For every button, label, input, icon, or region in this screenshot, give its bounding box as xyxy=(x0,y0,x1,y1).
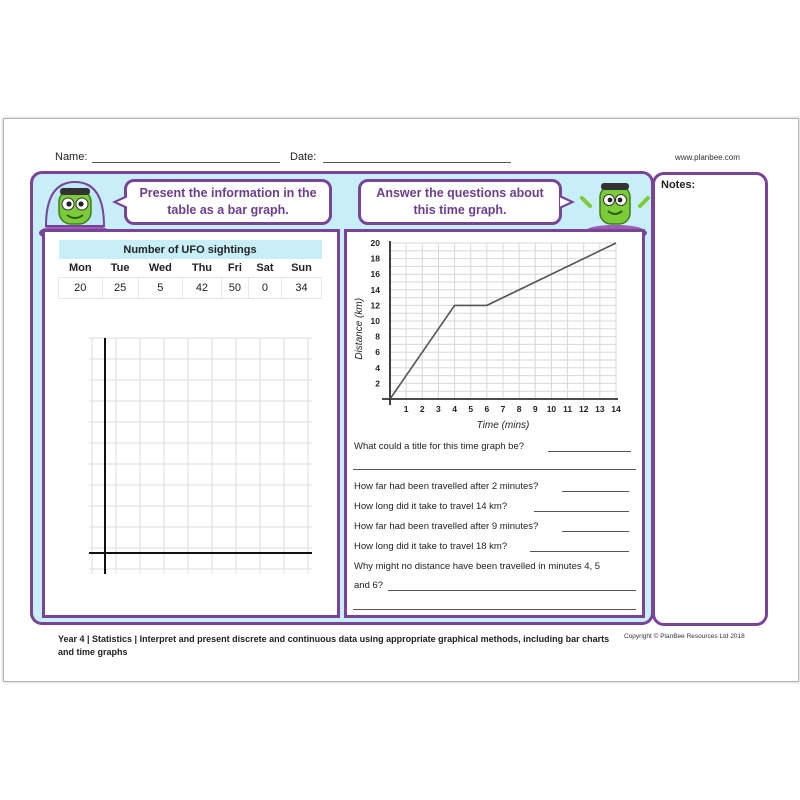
y-tick-label: 18 xyxy=(370,253,380,264)
website-url: www.planbee.com xyxy=(675,153,740,162)
y-tick-label: 2 xyxy=(375,378,380,389)
answer-line[interactable] xyxy=(534,511,629,512)
bubble-tail-right xyxy=(559,195,575,209)
table-cell: 20 xyxy=(59,278,103,299)
question-text: What could a title for this time graph be? xyxy=(354,441,525,452)
answer-line[interactable] xyxy=(548,451,631,452)
date-field[interactable] xyxy=(323,162,511,163)
question-text: How long did it take to travel 14 km? xyxy=(354,501,508,512)
answer-line[interactable] xyxy=(562,491,629,492)
x-tick-label: 1 xyxy=(403,404,409,414)
name-label: Name: xyxy=(55,151,88,163)
y-tick-label: 10 xyxy=(370,316,380,326)
x-tick-label: 8 xyxy=(516,404,522,414)
y-tick-label: 12 xyxy=(370,300,380,311)
x-tick-label: 7 xyxy=(500,404,506,414)
bubble-tail-left xyxy=(112,195,128,209)
day-header: Wed xyxy=(138,259,182,278)
ufo-sightings-table xyxy=(58,240,322,299)
day-header: Tue xyxy=(102,259,138,278)
x-tick-label: 5 xyxy=(468,404,474,414)
left-instruction-text: Present the information in the table as a bar graph. xyxy=(139,186,317,217)
x-tick-label: 2 xyxy=(419,404,425,414)
question-text: and 6? xyxy=(354,580,384,591)
notes-box[interactable] xyxy=(652,172,768,626)
y-tick-label: 4 xyxy=(375,362,380,373)
y-tick-label: 6 xyxy=(375,347,380,358)
y-tick-label: 8 xyxy=(375,331,380,342)
name-field[interactable] xyxy=(92,162,280,163)
table-cell: 5 xyxy=(138,278,182,299)
table-cell: 34 xyxy=(281,278,321,299)
answer-line[interactable] xyxy=(353,469,636,470)
time-graph xyxy=(346,232,636,432)
blank-bar-graph-grid[interactable] xyxy=(86,334,316,580)
question-text: Why might no distance have been travelled in minutes 4, 5 xyxy=(354,561,601,572)
day-header: Sun xyxy=(281,259,321,278)
x-tick-label: 10 xyxy=(546,404,557,414)
question-text: How far had been travelled after 2 minutes? xyxy=(354,481,539,492)
x-tick-label: 6 xyxy=(484,404,490,414)
x-tick-label: 3 xyxy=(436,404,441,414)
answer-line[interactable] xyxy=(353,609,636,610)
y-tick-label: 14 xyxy=(370,284,380,295)
day-header: Mon xyxy=(59,259,103,278)
copyright-text: Copyright © PlanBee Resources Ltd 2018 xyxy=(624,633,745,640)
table-title: Number of UFO sightings xyxy=(59,240,322,259)
x-tick-label: 9 xyxy=(532,404,538,414)
left-instruction-bubble xyxy=(124,179,332,225)
notes-label: Notes: xyxy=(661,179,696,191)
table-cell: 50 xyxy=(221,278,248,299)
right-instruction-bubble xyxy=(358,179,562,225)
table-cell: 42 xyxy=(183,278,222,299)
question-text: How long did it take to travel 18 km? xyxy=(354,541,508,552)
x-tick-label: 4 xyxy=(452,404,457,414)
y-tick-label: 16 xyxy=(370,269,380,280)
day-header: Fri xyxy=(221,259,248,278)
question-text: How far had been travelled after 9 minutes? xyxy=(354,521,539,532)
x-tick-label: 13 xyxy=(595,404,605,414)
y-axis-label: Distance (km) xyxy=(354,297,365,360)
day-header: Sat xyxy=(248,259,281,278)
table-cell: 0 xyxy=(248,278,281,299)
date-label: Date: xyxy=(290,151,317,163)
right-instruction-text: Answer the questions about this time graph. xyxy=(376,186,544,217)
x-tick-label: 11 xyxy=(563,404,573,414)
day-header: Thu xyxy=(183,259,222,278)
x-tick-label: 14 xyxy=(611,404,621,414)
curriculum-footer: Year 4 | Statistics | Interpret and present discrete and continuous data using appropriate graphical methods, including bar charts and time graphs xyxy=(58,634,610,657)
table-cell: 25 xyxy=(102,278,138,299)
x-axis-label: Time (mins) xyxy=(476,420,530,431)
answer-line[interactable] xyxy=(562,531,629,532)
answer-line[interactable] xyxy=(388,590,636,591)
answer-line[interactable] xyxy=(530,551,629,552)
y-tick-label: 20 xyxy=(370,238,380,248)
x-tick-label: 12 xyxy=(578,404,589,414)
